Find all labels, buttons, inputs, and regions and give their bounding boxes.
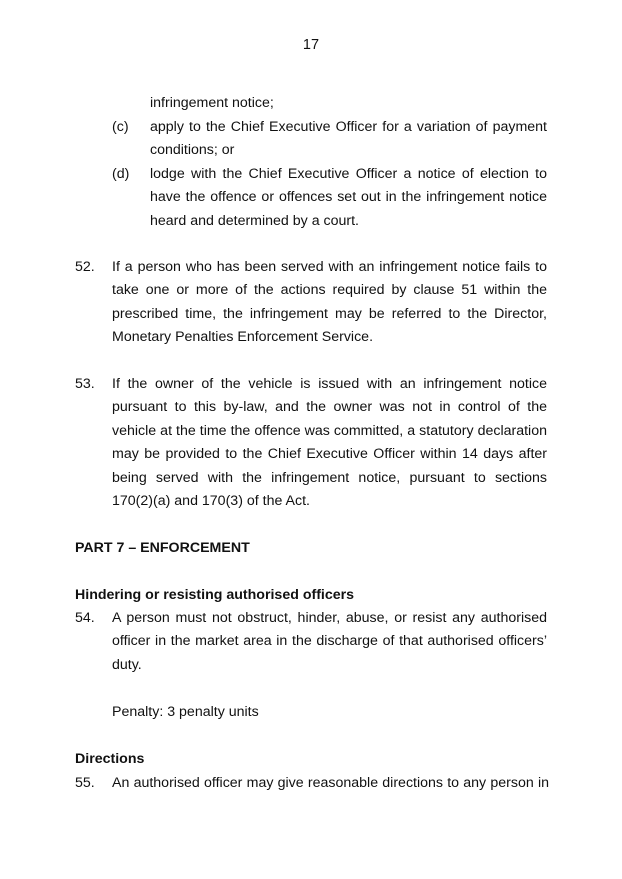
page-number: 17 xyxy=(302,37,320,53)
section-heading-directions: Directions xyxy=(75,751,145,767)
penalty-text: Penalty: 3 penalty units xyxy=(112,704,259,720)
part-heading: PART 7 – ENFORCEMENT xyxy=(75,540,250,556)
clause-53-number: 53. xyxy=(75,376,95,392)
subitem-text-d: lodge with the Chief Executive Officer a notice of election to have the offence or offences set out in the infringement notice heard and determined by a court. xyxy=(150,166,547,229)
clause-53-text: If the owner of the vehicle is issued with an infringement notice pursuant to this by-law, and the owner was not in control of the vehicle at the time the offence was committed, a statutory declaration may be provided to the Chief Executive Officer within 14 days after being served with the infringement notice, pursuant to sections 170(2)(a) and 170(3) of the Act. xyxy=(112,376,547,510)
subitem-label-c: (c) xyxy=(112,119,129,135)
subitem-label-d: (d) xyxy=(112,166,130,182)
continuation-text: infringement notice; xyxy=(150,95,274,111)
clause-52-number: 52. xyxy=(75,259,95,275)
clause-55-text: An authorised officer may give reasonable directions to any person in xyxy=(112,775,549,791)
subitem-text-c: apply to the Chief Executive Officer for a variation of payment conditions; or xyxy=(150,119,547,159)
section-heading-hindering: Hindering or resisting authorised officers xyxy=(75,587,355,603)
clause-54-text: A person must not obstruct, hinder, abuse, or resist any authorised officer in the market area in the discharge of that authorised officers’ duty. xyxy=(112,610,547,673)
clause-54-number: 54. xyxy=(75,610,95,626)
clause-55-number: 55. xyxy=(75,775,95,791)
clause-52-text: If a person who has been served with an infringement notice fails to take one or more of the actions required by clause 51 within the prescribed time, the infringement may be referred to the Director, Monetary Penalties Enforcement Service. xyxy=(112,259,547,346)
